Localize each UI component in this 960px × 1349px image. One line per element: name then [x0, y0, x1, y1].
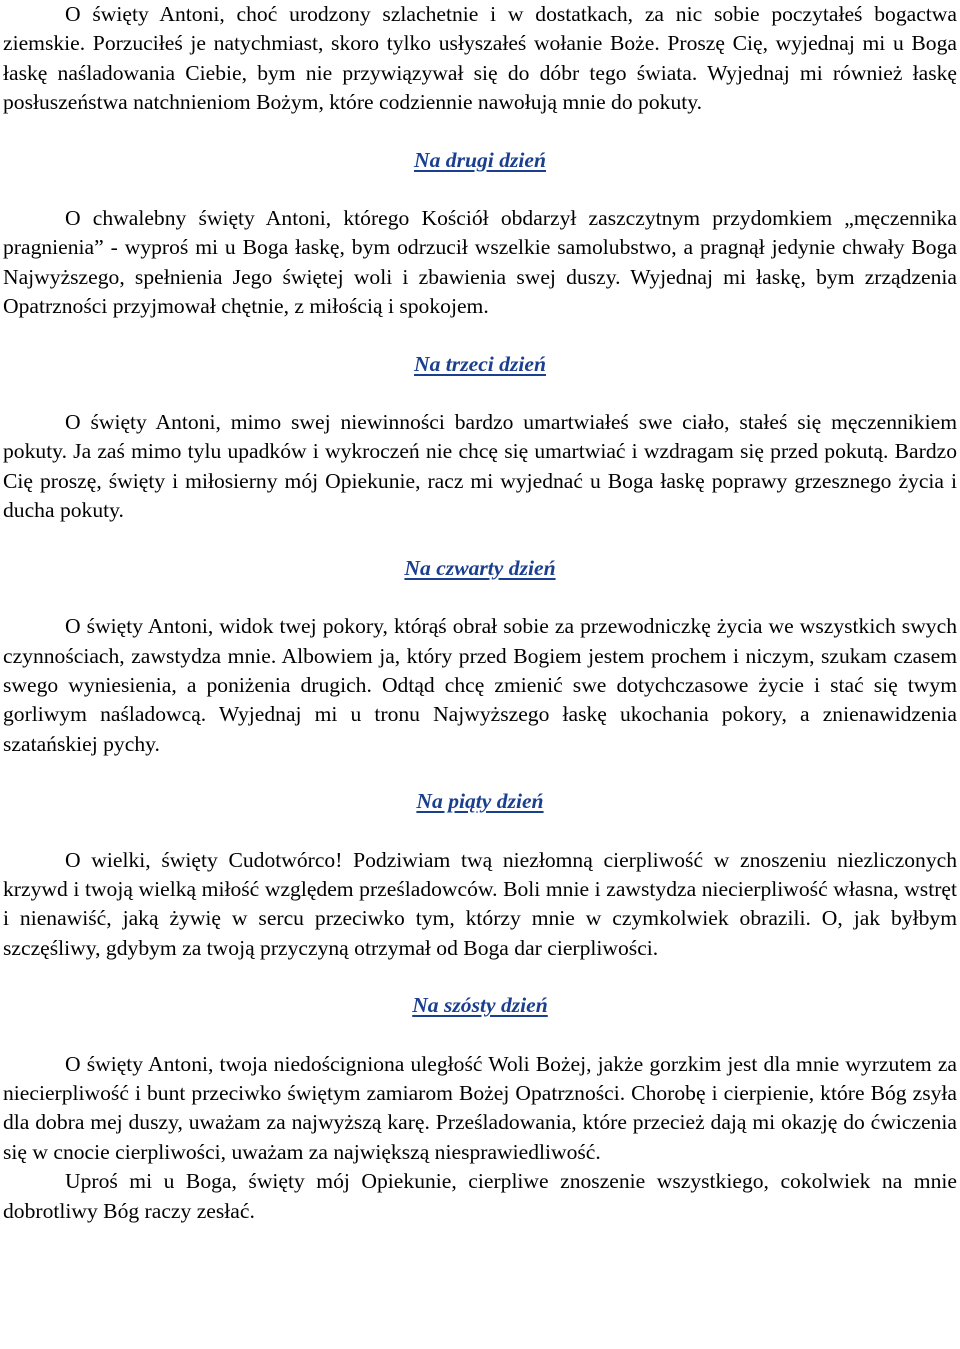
section-paragraph-day-3: O święty Antoni, mimo swej niewinności bardzo umartwiałeś swe ciało, stałeś się męczennikiem pokuty. Ja zaś mimo tylu upadków i wykroczeń nie chcę się umartwiać i wzdragam się przed pokutą. Bardzo Cię proszę, święty i miłosierny mój Opiekunie, racz mi wyjednać u Boga łaskę poprawy grzesznego życia i ducha pokuty.: [3, 410, 957, 523]
section-heading-day-6: Na szósty dzień: [412, 993, 548, 1018]
section-paragraph-day-5: O wielki, święty Cudotwórco! Podziwiam twą niezłomną cierpliwość w znoszeniu niezliczonych krzywd i twoją wielką miłość względem prześladowców. Boli mnie i zawstydza niecierpliwość własna, wstręt i nienawiść, jaką żywię w sercu przeciwko tym, którzy mnie w czymkolwiek obrazili. O, jak byłbym szczęśliwy, gdybym za twoją przyczyną otrzymał od Boga dar cierpliwości.: [3, 847, 957, 960]
section-paragraph-day-2: O chwalebny święty Antoni, którego Kościół obdarzył zaszczytnym przydomkiem „męczennika pragnienia” - wyproś mi u Boga łaskę, bym odrzucił wszelkie samolubstwo, a pragnął jedynie chwały Boga Najwyższego, spełnienia Jego świętej woli i zbawienia swej duszy. Wyjednaj mi łaskę, bym zrządzenia Opatrzności przyjmował chętnie, z miłością i spokojem.: [3, 206, 957, 319]
section-paragraph-day-6: O święty Antoni, twoja niedościgniona uległość Woli Bożej, jakże gorzkim jest dla mnie wyrzutem za niecierpliwość i bunt przeciwko świętym zamiarom Bożej Opatrzności. Chorobę i cierpienie, które Bóg zsyła dla dobra mej duszy, uważam za najwyższą karę. Prześladowania, które przecież dają mi okazję do ćwiczenia się w cnocie cierpliwości, uważam za największą niesprawiedliwość.: [3, 1051, 957, 1164]
section-heading-day-5: Na piąty dzień: [416, 789, 544, 814]
section-heading-day-3: Na trzeci dzień: [414, 351, 546, 376]
section-paragraph-day-4: O święty Antoni, widok twej pokory, którąś obrał sobie za przewodniczkę życia we wszystkich swych czynnościach, zawstydza mnie. Albowiem ja, który przed Bogiem jestem prochem i niczym, szukam czasem swego wyniesienia, a poniżenia drugich. Odtąd chcę zmienić swe dotychczasowe życie i stać się twym gorliwym naśladowcą. Wyjednaj mi u tronu Najwyższego łaskę ukochania pokory, a znienawidzenia szatańskiej pychy.: [3, 614, 957, 756]
intro-paragraph: O święty Antoni, choć urodzony szlachetnie i w dostatkach, za nic sobie poczytałeś bogactwa ziemskie. Porzuciłeś je natychmiast, skoro tylko usłyszałeś wołanie Boże. Proszę Cię, wyjednaj mi u Boga łaskę naśladowania Ciebie, bym nie przywiązywał się do dóbr tego świata. Wyjednaj mi również łaskę posłuszeństwa natchnieniom Bożym, które codziennie nawołują mnie do pokuty.: [3, 2, 957, 115]
section-heading-day-2: Na drugi dzień: [414, 147, 546, 172]
section-heading-day-4: Na czwarty dzień: [404, 555, 556, 580]
section-paragraph-day-6-closing: Uproś mi u Boga, święty mój Opiekunie, cierpliwe znoszenie wszystkiego, cokolwiek na mnie dobrotliwy Bóg raczy zesłać.: [3, 1169, 957, 1223]
